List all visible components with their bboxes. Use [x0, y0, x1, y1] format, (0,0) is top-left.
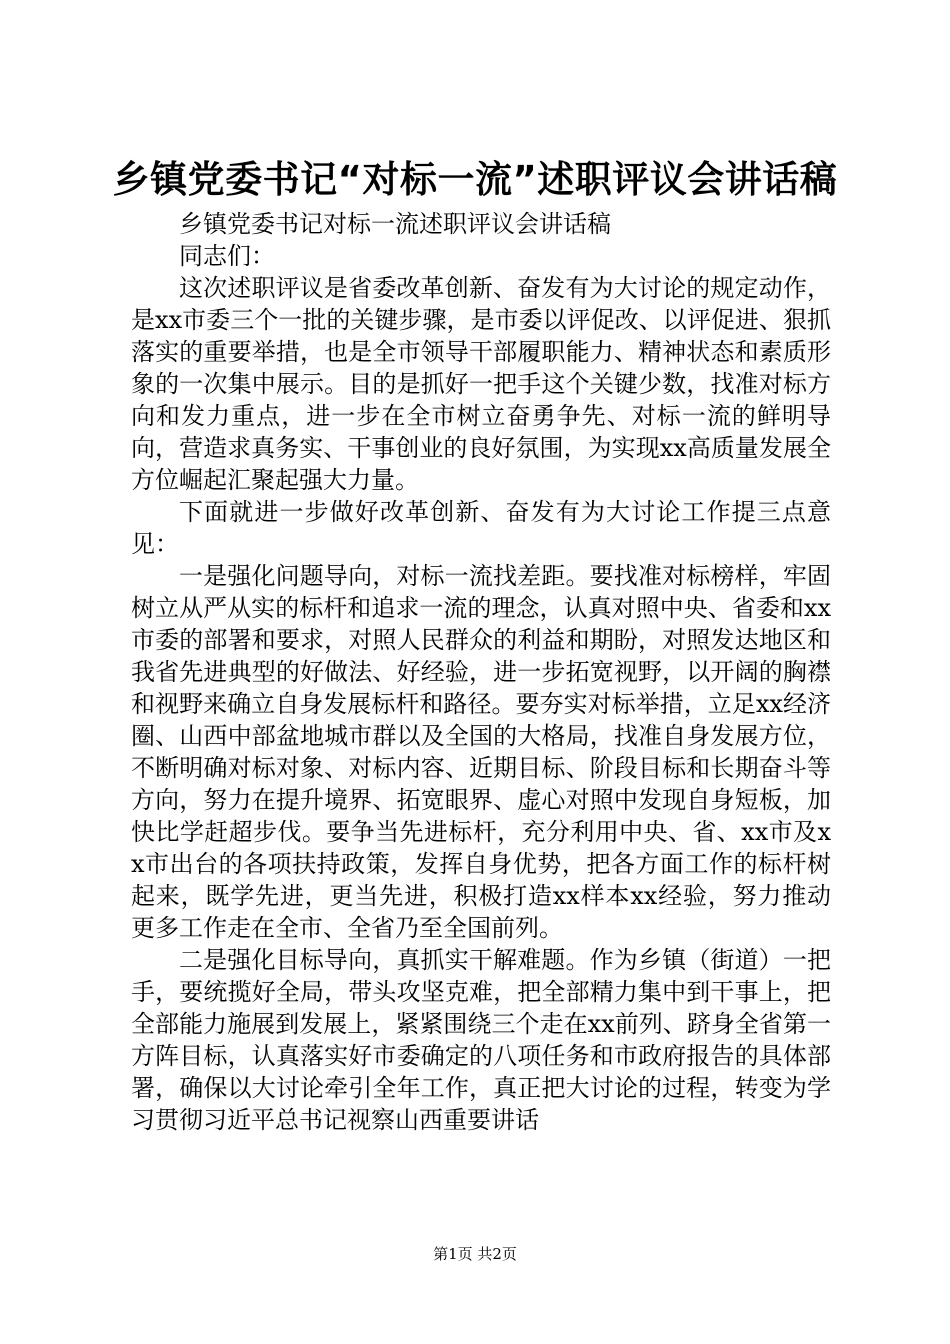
point-one-paragraph: 一是强化问题导向，对标一流找差距。要找准对标榜样，牢固树立从严从实的标杆和追求一流的理念，认真对照中央、省委和xx市委的部署和要求，对照人民群众的利益和期盼，对照发达地区和我省先进典型的好做法、好经验，进一步拓宽视野，以开阔的胸襟和视野来确立自身发展标杆和路径。要夯实对标举措，立足xx经济圈、山西中部盆地城市群以及全国的大格局，找准自身发展方位，不断明确对标对象、对标内容、近期目标、阶段目标和长期奋斗等方向，努力在提升境界、拓宽眼界、虚心对照中发现自身短板，加快比学赶超步伐。要争当先进标杆，充分利用中央、省、xx市及xx市出台的各项扶持政策，发挥自身优势，把各方面工作的标杆树起来，既学先进，更当先进，积极打造xx样本xx经验，努力推动更多工作走在全市、全省乃至全国前列。: [131, 562, 831, 942]
document-body: [131, 208, 831, 1136]
point-two-paragraph: 二是强化目标导向，真抓实干解难题。作为乡镇（街道）一把手，要统揽好全局，带头攻坚克难，把全部精力集中到干事上，把全部能力施展到发展上，紧紧围绕三个走在xx前列、跻身全省第一方阵目标，认真落实好市委确定的八项任务和市政府报告的具体部署，确保以大讨论牵引全年工作，真正把大讨论的过程，转变为学习贯彻习近平总书记视察山西重要讲话: [131, 946, 831, 1134]
opinions-lead-paragraph: 下面就进一步做好改革创新、奋发有为大讨论工作提三点意见：: [131, 498, 831, 558]
subtitle-paragraph: 乡镇党委书记对标一流述职评议会讲话稿: [179, 210, 611, 238]
page-title: 乡镇党委书记“对标一流”述职评议会讲话稿: [112, 158, 838, 201]
salutation-paragraph: 同志们：: [179, 242, 275, 270]
page-footer: 第1页 共2页: [433, 1245, 517, 1263]
intro-paragraph: 这次述职评议是省委改革创新、奋发有为大讨论的规定动作，是xx市委三个一批的关键步骤，是市委以评促改、以评促进、狠抓落实的重要举措，也是全市领导干部履职能力、精神状态和素质形象的一次集中展示。目的是抓好一把手这个关键少数，找准对标方向和发力重点，进一步在全市树立奋勇争先、对标一流的鲜明导向，营造求真务实、干事创业的良好氛围，为实现xx高质量发展全方位崛起汇聚起强大力量。: [131, 274, 831, 494]
